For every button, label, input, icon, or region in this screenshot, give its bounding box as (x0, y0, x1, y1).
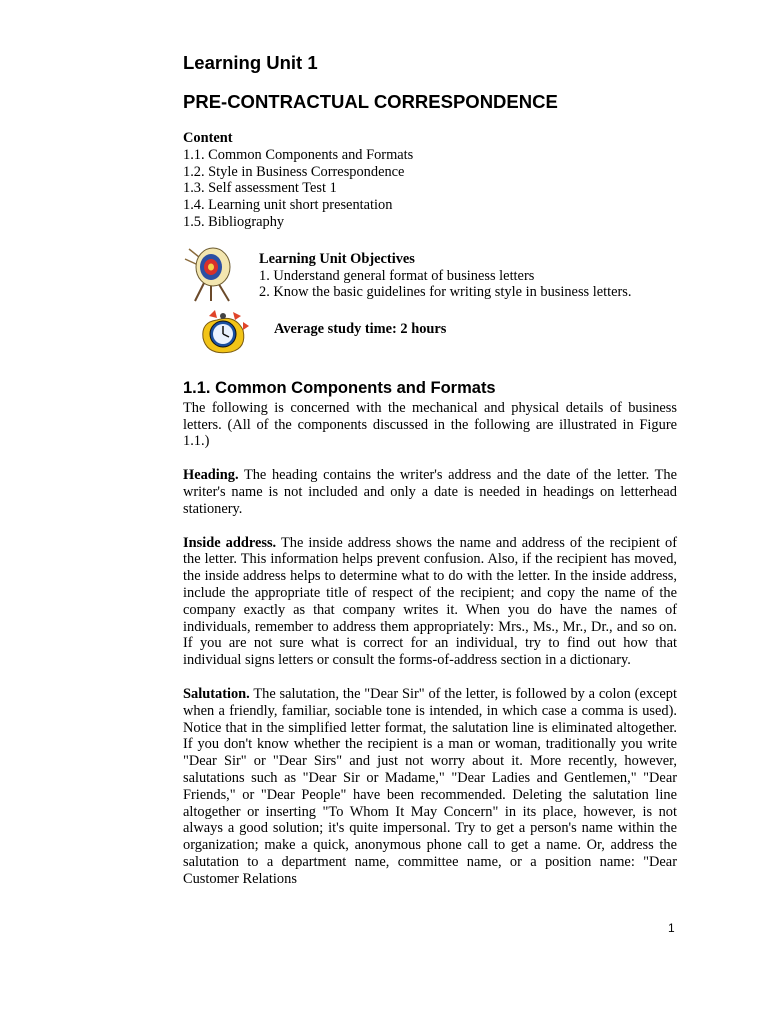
paragraph-heading (183, 467, 677, 517)
contents-item: 1.4. Learning unit short presentation (183, 197, 393, 214)
unit-title: Learning Unit 1 (183, 52, 318, 73)
objective-item: 2. Know the basic guidelines for writing style in business letters. (259, 284, 632, 301)
target-icon (183, 245, 239, 303)
average-study-time: Average study time: 2 hours (274, 320, 447, 337)
paragraph-text: The salutation, the "Dear Sir" of the letter, is followed by a colon (except when a friendly, familiar, sociable tone is intended, in which case a comma is used). Notice that in the simplified letter format, the salutation line is eliminated altogether. If you don't know whether the recipient is a man or woman, traditionally you write "Dear Sir" or "Dear Sirs" and just not worry about it. More recently, however, salutations such as "Dear Sir or Madame," "Dear Ladies and Gentlemen," "Dear Friends," or "Dear People" have been recommended. Deleting the salutation line altogether or inserting "To Whom It May Concern" in its place, however, is not always a good solution; it's quite impersonal. Try to get a person's name within the organization; make a quick, anonymous phone call to get a name. Or, address the salutation to a department name, committee name, or a position name: "Dear Customer Relations (183, 685, 677, 887)
contents-item: 1.2. Style in Business Correspondence (183, 163, 405, 180)
contents-item: 1.5. Bibliography (183, 213, 285, 230)
term-heading: Heading. (183, 467, 239, 484)
term-salutation: Salutation. (183, 685, 250, 702)
term-inside-address: Inside address. (183, 534, 277, 551)
paragraph-inside-address (183, 535, 677, 669)
objectives-block (183, 245, 677, 371)
contents-list (183, 130, 677, 231)
paragraph-salutation (183, 686, 677, 888)
objectives-text (259, 251, 632, 301)
section-title: 1.1. Common Components and Formats (183, 378, 496, 397)
section-intro: The following is concerned with the mechanical and physical details of business letters. (All of the components discussed in the following are illustrated in Figure 1.1.) (183, 399, 677, 450)
contents-item: 1.1. Common Components and Formats (183, 146, 414, 163)
contents-item: 1.3. Self assessment Test 1 (183, 180, 337, 197)
page (183, 52, 677, 905)
objectives-label: Learning Unit Objectives (259, 250, 415, 267)
stopwatch-icon (197, 308, 249, 358)
contents-label: Content (183, 130, 233, 146)
paragraph-text: The inside address shows the name and address of the recipient of the letter. This information helps prevent confusion. Also, if the recipient has moved, the inside address helps to determine what to do with the letter. In the inside address, include the appropriate title of respect of the recipient; and copy the name of the company exactly as that company writes it. When you do have the names of individuals, remember to address them appropriately: Mrs., Ms., Mr., Dr., and so on. If you are not sure what is correct for an individual, try to find out how that individual signs letters or consult the forms-of-address section in a dictionary. (183, 534, 677, 669)
main-title: PRE-CONTRACTUAL CORRESPONDENCE (183, 91, 558, 112)
paragraph-text: The heading contains the writer's address and the date of the letter. The writer's name is not included and only a date is needed in headings on letterhead stationery. (183, 467, 677, 517)
objective-item: 1. Understand general format of business letters (259, 267, 535, 284)
page-number: 1 (668, 921, 675, 935)
